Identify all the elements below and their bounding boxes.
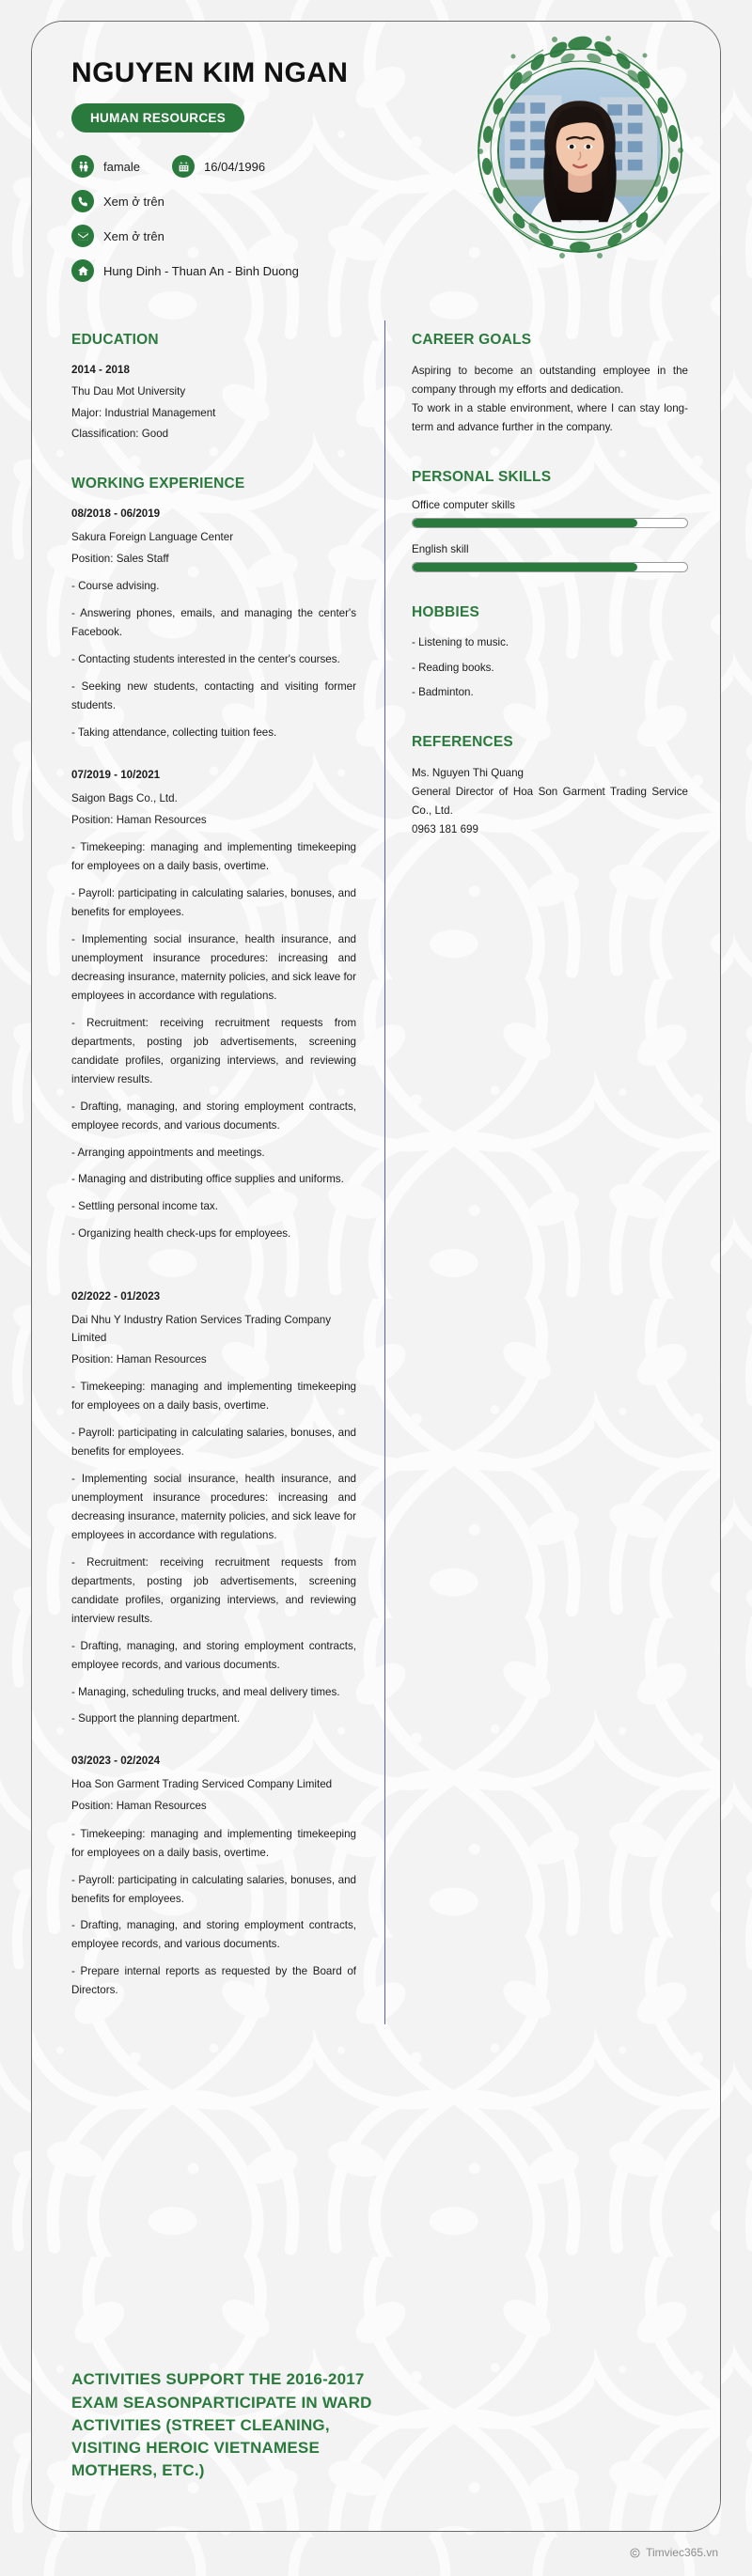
reference-position: General Director of Hoa Son Garment Trading Service Co., Ltd. [412, 786, 688, 817]
reference-phone: 0963 181 699 [412, 822, 478, 835]
job-bullet: - Managing, scheduling trucks, and meal delivery times. [71, 1685, 340, 1698]
education-period: 2014 - 2018 [71, 364, 130, 376]
education-major: Major: Industrial Management [71, 406, 216, 419]
job-bullet: - Seeking new students, contacting and visiting former students. [71, 680, 356, 712]
job-bullet: - Settling personal income tax. [71, 1200, 218, 1213]
experience-item [71, 1288, 356, 1728]
skill-progress-fill [413, 563, 637, 571]
job-bullet: - Timekeeping: managing and implementing timekeeping for employees on a daily basis, overtime. [71, 1827, 356, 1859]
envelope-icon [71, 225, 94, 247]
job-bullet: - Implementing social insurance, health insurance, and unemployment insurance procedures: increasing and decreasing insurance, maternity policies, and sick leave for employees in accordance with regulations. [71, 933, 356, 1002]
portrait-photo [497, 68, 663, 233]
job-bullet: - Prepare internal reports as requested by the Board of Directors. [71, 1965, 356, 1997]
job-position: Position: Haman Resources [71, 1352, 207, 1366]
header [32, 22, 720, 304]
contact-birthdate-label: 16/04/1996 [204, 159, 266, 174]
job-bullet: - Payroll: participating in calculating salaries, bonuses, and benefits for employees. [71, 1427, 356, 1459]
section-title-hobbies: HOBBIES [412, 603, 480, 620]
hobby-item: - Listening to music. [412, 635, 509, 648]
job-period: 07/2019 - 10/2021 [71, 769, 161, 782]
skill-progress-bar [412, 518, 688, 528]
avatar [457, 27, 703, 273]
job-bullet: - Recruitment: receiving recruitment requests from departments, posting job advertisements, screening candidate profiles, organizing interviews, and reviewing interview results. [71, 1016, 356, 1085]
resume-card [31, 21, 721, 2532]
spacer [71, 1268, 356, 1288]
section-title-education: EDUCATION [71, 332, 159, 348]
job-bullet: - Answering phones, emails, and managing the center's Facebook. [71, 607, 356, 639]
job-period: 08/2018 - 06/2019 [71, 507, 161, 521]
content-columns [32, 304, 720, 2024]
section-title-working-experience: WORKING EXPERIENCE [71, 476, 245, 492]
reference-name: Ms. Nguyen Thi Quang [412, 767, 525, 780]
job-company: Sakura Foreign Language Center [71, 530, 234, 543]
job-bullet: - Payroll: participating in calculating salaries, bonuses, and benefits for employees. [71, 887, 356, 919]
contact-phone-label: Xem ở trên [103, 194, 164, 209]
job-bullet: - Timekeeping: managing and implementing timekeeping for employees on a daily basis, overtime. [71, 841, 356, 873]
career-goals-line-2: To work in a stable environment, where I can stay long-term and advance further in the company. [412, 401, 688, 433]
job-bullet: - Recruitment: receiving recruitment requests from departments, posting job advertisements, screening candidate profiles, organizing interviews, and reviewing interview results. [71, 1555, 356, 1625]
job-bullet: - Support the planning department. [71, 1712, 241, 1725]
footer-watermark-label: Timviec365.vn [646, 2546, 718, 2559]
skill-label: English skill [412, 542, 469, 555]
experience-item [71, 1753, 356, 2000]
skill-item [412, 543, 688, 572]
skill-progress-bar [412, 562, 688, 572]
hobby-item: - Badminton. [412, 686, 474, 699]
job-bullet: - Managing and distributing office supplies and uniforms. [71, 1173, 344, 1186]
hobby-item: - Reading books. [412, 661, 494, 674]
contact-address [71, 259, 299, 282]
contact-email-label: Xem ở trên [103, 228, 164, 243]
job-bullet: - Payroll: participating in calculating salaries, bonuses, and benefits for employees. [71, 1873, 356, 1905]
career-goals-text [412, 362, 688, 437]
gender-icon [71, 155, 94, 178]
job-bullet: - Contacting students interested in the center's courses. [71, 653, 340, 666]
skill-label: Office computer skills [412, 498, 515, 511]
experience-item [71, 767, 356, 1243]
skill-item [412, 499, 688, 528]
job-position: Position: Haman Resources [71, 813, 207, 826]
job-company: Dai Nhu Y Industry Ration Services Trading Company Limited [71, 1314, 332, 1344]
skill-progress-fill [413, 519, 637, 527]
education-school: Thu Dau Mot University [71, 384, 186, 398]
page-title: NGUYEN KIM NGAN [71, 57, 349, 88]
section-title-references: REFERENCES [412, 734, 513, 751]
job-bullet: - Organizing health check-ups for employees. [71, 1227, 291, 1241]
career-goals-line-1: Aspiring to become an outstanding employee in the company through my efforts and dedication. [412, 365, 688, 396]
job-bullet: - Drafting, managing, and storing employment contracts, employee records, and various documents. [71, 1100, 356, 1132]
job-company: Saigon Bags Co., Ltd. [71, 791, 178, 804]
right-column [385, 304, 720, 2024]
contact-email[interactable] [71, 225, 164, 247]
contact-gender-label: famale [103, 159, 141, 174]
home-icon [71, 259, 94, 282]
job-bullet: - Drafting, managing, and storing employment contracts, employee records, and various documents. [71, 1639, 356, 1671]
job-bullet: - Taking attendance, collecting tuition fees. [71, 726, 277, 740]
contact-gender [71, 155, 140, 178]
phone-icon [71, 190, 94, 212]
job-bullet: - Drafting, managing, and storing employment contracts, employee records, and various documents. [71, 1919, 356, 1951]
calendar-icon [172, 155, 195, 178]
footer-watermark [630, 2546, 718, 2559]
job-company: Hoa Son Garment Trading Serviced Company Limited [71, 1778, 333, 1791]
contact-address-label: Hung Dinh - Thuan An - Binh Duong [103, 263, 299, 278]
contact-birthdate [172, 155, 265, 178]
copyright-icon [630, 2548, 640, 2558]
job-bullet: - Implementing social insurance, health insurance, and unemployment insurance procedures: increasing and decreasing insurance, maternity policies, and sick leave for employees in accordance with regulations. [71, 1473, 356, 1541]
job-bullet: - Arranging appointments and meetings. [71, 1146, 265, 1159]
job-bullet: - Timekeeping: managing and implementing timekeeping for employees on a daily basis, overtime. [71, 1381, 356, 1413]
activities-section: ACTIVITIES SUPPORT THE 2016-2017 EXAM SEASONPARTICIPATE IN WARD ACTIVITIES (STREET CLEANING, VISITING HEROIC VIETNAMESE MOTHERS, ETC.) [71, 2370, 372, 2479]
role-badge: HUMAN RESOURCES [71, 103, 244, 133]
contact-phone[interactable] [71, 190, 164, 212]
job-period: 03/2023 - 02/2024 [71, 1755, 161, 1768]
education-classification: Classification: Good [71, 428, 169, 441]
left-column [32, 304, 384, 2024]
job-position: Position: Haman Resources [71, 1799, 207, 1812]
job-bullet: - Course advising. [71, 580, 160, 593]
job-period: 02/2022 - 01/2023 [71, 1290, 161, 1304]
experience-item [71, 506, 356, 742]
section-title-personal-skills: PERSONAL SKILLS [412, 468, 552, 485]
job-position: Position: Sales Staff [71, 552, 169, 565]
section-title-career-goals: CAREER GOALS [412, 332, 532, 348]
